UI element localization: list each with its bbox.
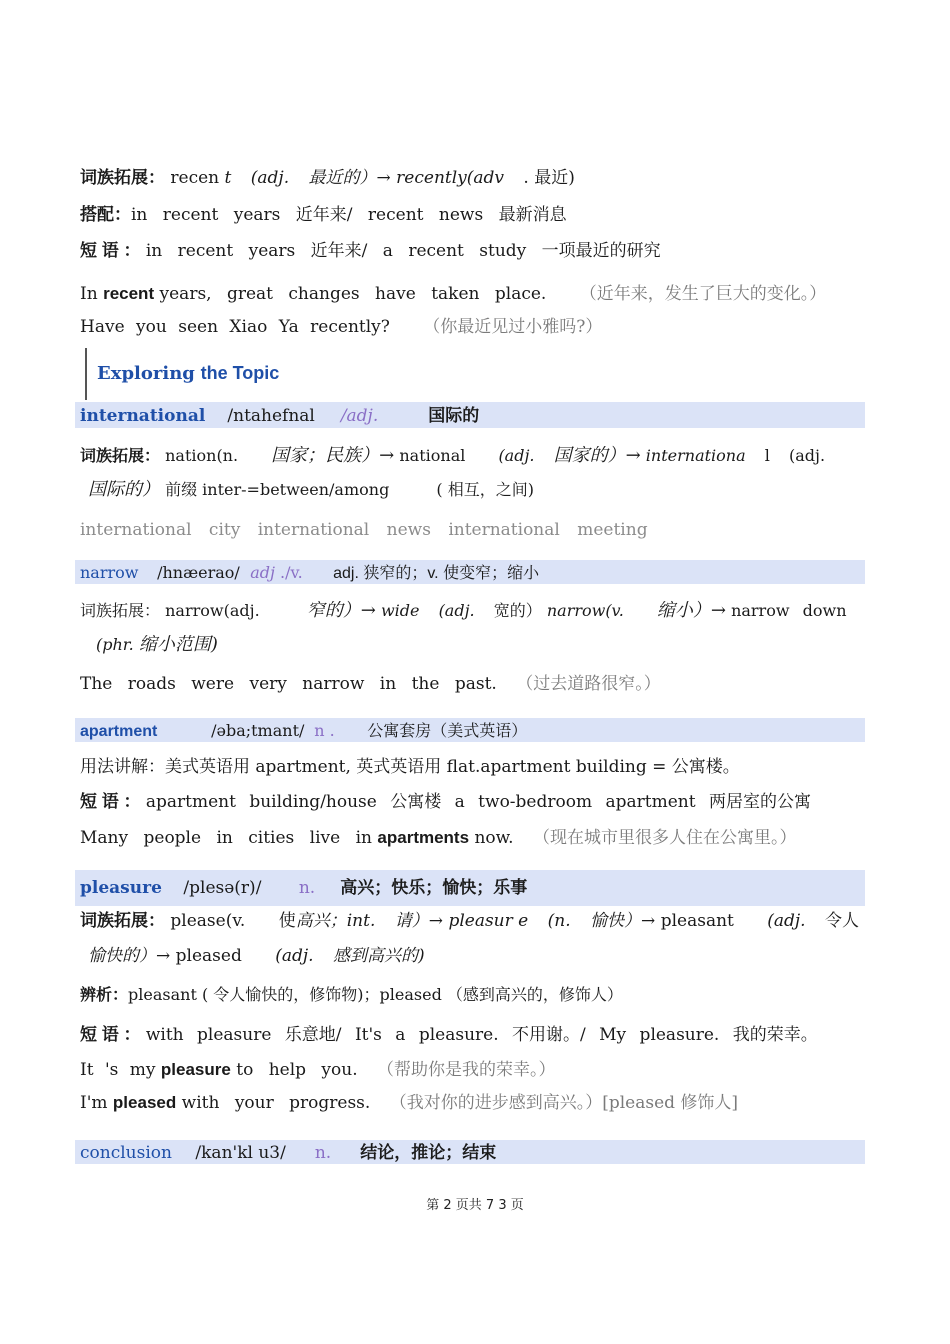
narrow-family-line-2: (phr. 缩小范围) <box>96 634 218 655</box>
headword: apartment <box>80 723 158 740</box>
pleasure-example-1: It 's my pleasure to help you. （帮助你是我的荣幸。） <box>80 1060 556 1080</box>
phonetic: /əba;tmant/ <box>211 721 305 740</box>
entry-narrow: narrow /hnæerao/ adj ./v. adj. 狭窄的；v. 使变窄；缩小 <box>80 561 539 586</box>
part-of-speech: n. <box>298 878 316 898</box>
entry-pleasure <box>80 876 527 900</box>
phonetic: /ntahefnal <box>227 406 315 426</box>
entry-international <box>80 404 479 428</box>
recent-family-line: 词族拓展： recen t (adj. 最近的）→ recently(adv . 最近) <box>80 168 575 188</box>
family-label: 词族拓展： <box>80 168 165 187</box>
headword: international <box>80 406 206 426</box>
apartment-usage: 用法讲解：美式英语用 apartment, 英式英语用 flat.apartment building = 公寓楼。 <box>80 757 740 777</box>
international-phrases: international city international news international meeting <box>80 520 648 540</box>
recent-example-2: Have you seen Xiao Ya recently? （你最近见过小雅吗?） <box>80 317 603 337</box>
international-family-line-2: 国际的） 前缀 inter-=between/among ( 相互，之间) <box>88 479 534 500</box>
apartment-phrase-line: 短 语 ： apartment building/house 公寓楼 a two-bedroom apartment 两居室的公寓 <box>80 792 811 812</box>
part-of-speech: n. <box>314 1143 332 1163</box>
meaning: adj. 狭窄的；v. 使变窄；缩小 <box>333 565 540 582</box>
phrase-label: 短 语 ： <box>80 241 141 260</box>
international-family-line: 词族拓展： nation(n. 国家；民族）→ national (adj. 国家的）→ internationa l (adj. <box>80 445 826 466</box>
phonetic: /plesə(r)/ <box>183 878 262 898</box>
recent-phrase-line: 短 语 ： in recent years 近年来/ a recent study 一项最近的研究 <box>80 241 661 261</box>
narrow-family-line: 词族拓展： narrow(adj. 窄的）→ wide (adj. 宽的） narrow(v. 缩小）→ narrow down <box>80 600 847 621</box>
part-of-speech: /adj. <box>340 406 379 426</box>
phonetic: /hnæerao/ <box>157 563 240 582</box>
meaning: 公寓套房（美式英语） <box>367 721 528 740</box>
meaning: 高兴；快乐；愉快；乐事 <box>340 878 528 897</box>
phonetic: /kan'kl u3/ <box>195 1143 286 1163</box>
pleasure-phrase-line: 短 语 ： with pleasure 乐意地/ It's a pleasure. 不用谢。/ My pleasure. 我的荣幸。 <box>80 1025 818 1045</box>
pleasure-example-2: I'm pleased with your progress. （我对你的进步感到高兴。）[pleased 修饰人] <box>80 1093 739 1113</box>
part-of-speech: n . <box>314 721 335 740</box>
meaning: 结论，推论；结束 <box>360 1143 497 1162</box>
section-bar <box>85 348 87 400</box>
headword: conclusion <box>80 1143 172 1163</box>
narrow-example: The roads were very narrow in the past. （过去道路很窄。） <box>80 674 661 694</box>
recent-example-1: In recent years, great changes have taken place. （近年来，发生了巨大的变化。） <box>80 284 827 304</box>
pleasure-analysis: 辨析：pleasant ( 令人愉快的，修饰物)；pleased （感到高兴的，修饰人） <box>80 985 623 1004</box>
apartment-example: Many people in cities live in apartments now. （现在城市里很多人住在公寓里。） <box>80 828 797 848</box>
pleasure-family-line-2: 愉快的）→ pleased (adj. 感到高兴的) <box>88 946 425 966</box>
entry-apartment <box>80 719 527 744</box>
entry-conclusion <box>80 1141 496 1165</box>
pleasure-family-line: 词族拓展： please(v. 使高兴；int. 请）→ pleasur e (n. 愉快）→ pleasant (adj. 令人 <box>80 911 859 931</box>
meaning: 国际的 <box>428 406 480 425</box>
page-number: 第 2 页共 7 3 页 <box>426 1198 524 1213</box>
recent-collocation-line: 搭配：in recent years 近年来/ recent news 最新消息 <box>80 205 567 225</box>
section-title: Exploring the Topic <box>97 363 280 384</box>
headword: narrow <box>80 563 139 582</box>
collocation-label: 搭配： <box>80 205 131 224</box>
headword: pleasure <box>80 878 162 898</box>
